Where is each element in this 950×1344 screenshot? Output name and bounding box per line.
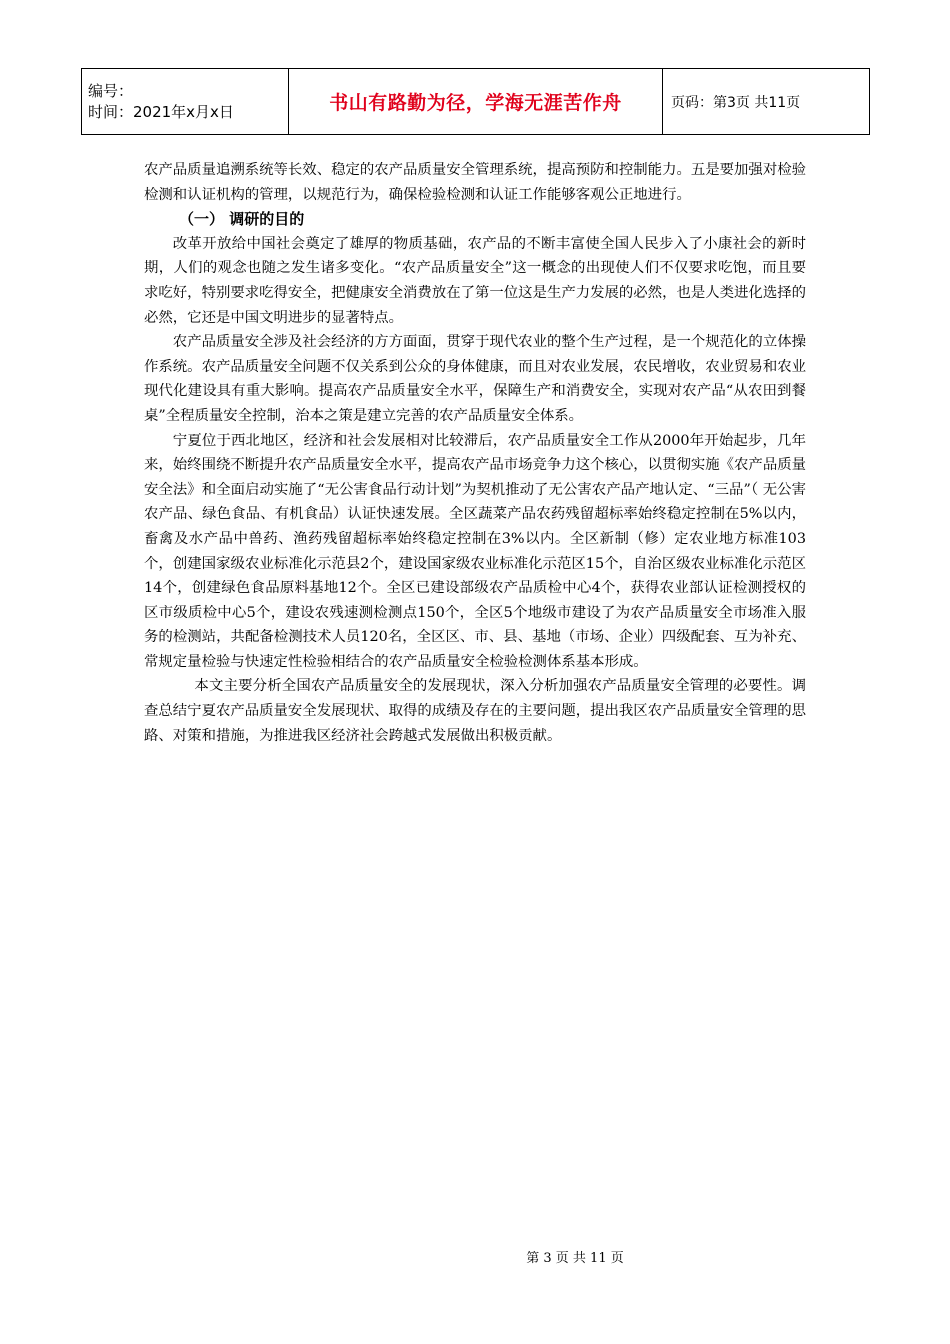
page-footer xyxy=(0,1247,950,1266)
header-motto: 书山有路勤为径，学海无涯苦作舟 xyxy=(289,69,663,135)
header-table xyxy=(81,68,870,135)
header-meta-cell xyxy=(82,69,289,135)
body-paragraph-1: 农产品质量追溯系统等长效、稳定的农产品质量安全管理系统，提高预防和控制能力。五是要加强对检验检测和认证机构的管理，以规范行为，确保检验检测和认证工作能够客观公正地进行。 xyxy=(144,162,806,203)
body-paragraph-5: 本文主要分析全国农产品质量安全的发展现状，深入分析加强农产品质量安全管理的必要性。调查总结宁夏农产品质量安全发展现状、取得的成绩及存在的主要问题，提出我区农产品质量安全管理的思路、对策和措施，为推进我区经济社会跨越式发展做出积极贡献。 xyxy=(144,678,806,744)
body-paragraph-3: 农产品质量安全涉及社会经济的方方面面，贯穿于现代农业的整个生产过程，是一个规范化的立体操作系统。农产品质量安全问题不仅关系到公众的身体健康，而且对农业发展，农民增收，农业贸易和农业现代化建设具有重大影响。提高农产品质量安全水平，保障生产和消费安全，实现对农产品“从农田到餐桌”全程质量安全控制，治本之策是建立完善的农产品质量安全体系。 xyxy=(144,334,806,424)
header-page-info: 页码：第3页 共11页 xyxy=(663,69,870,135)
body-paragraph-4: 宁夏位于西北地区，经济和社会发展相对比较滞后，农产品质量安全工作从2000年开始起步，几年来，始终围绕不断提升农产品质量安全水平，提高农产品市场竞争力这个核心，以贯彻实施《农产品质量安全法》和全面启动实施了“无公害食品行动计划”为契机推动了无公害农产品产地认定、“三品”（ 无公害农产品、绿色食品、有机食品）认证快速发展。全区蔬菜产品农药残留超标率始终稳定控制在5%以内，畜禽及水产品中兽药、渔药残留超标率始终稳定控制在3%以内。全区新制（修）定农业地方标准103个，创建国家级农业标准化示范县2个，建设国家级农业标准化示范区15个，自治区级农业标准化示范区14个，创建绿色食品原料基地12个。全区已建设部级农产品质检中心4个，获得农业部认证检测授权的区市级质检中心5个，建设农残速测检测点150个，全区5个地级市建设了为农产品质量安全市场准入服务的检测站，共配备检测技术人员120名，全区区、市、县、基地（市场、企业）四级配套、互为补充、常规定量检验与快速定性检验相结合的农产品质量安全检验检测体系基本形成。 xyxy=(144,432,806,670)
footer-page-number: 第 3 页 共 11 页 xyxy=(526,1251,624,1266)
document-date-label: 时间：2021年x月x日 xyxy=(88,102,234,121)
document-number-label: 编号： xyxy=(88,81,134,100)
document-body xyxy=(144,158,806,748)
section-heading: （一） 调研的目的 xyxy=(179,210,305,229)
body-paragraph-2: 改革开放给中国社会奠定了雄厚的物质基础，农产品的不断丰富使全国人民步入了小康社会的新时期，人们的观念也随之发生诸多变化。“农产品质量安全”这一概念的出现使人们不仅要求吃饱，而且要求吃好，特别要求吃得安全，把健康安全消费放在了第一位这是生产力发展的必然，也是人类进化选择的必然，它还是中国文明进步的显著特点。 xyxy=(144,235,806,326)
